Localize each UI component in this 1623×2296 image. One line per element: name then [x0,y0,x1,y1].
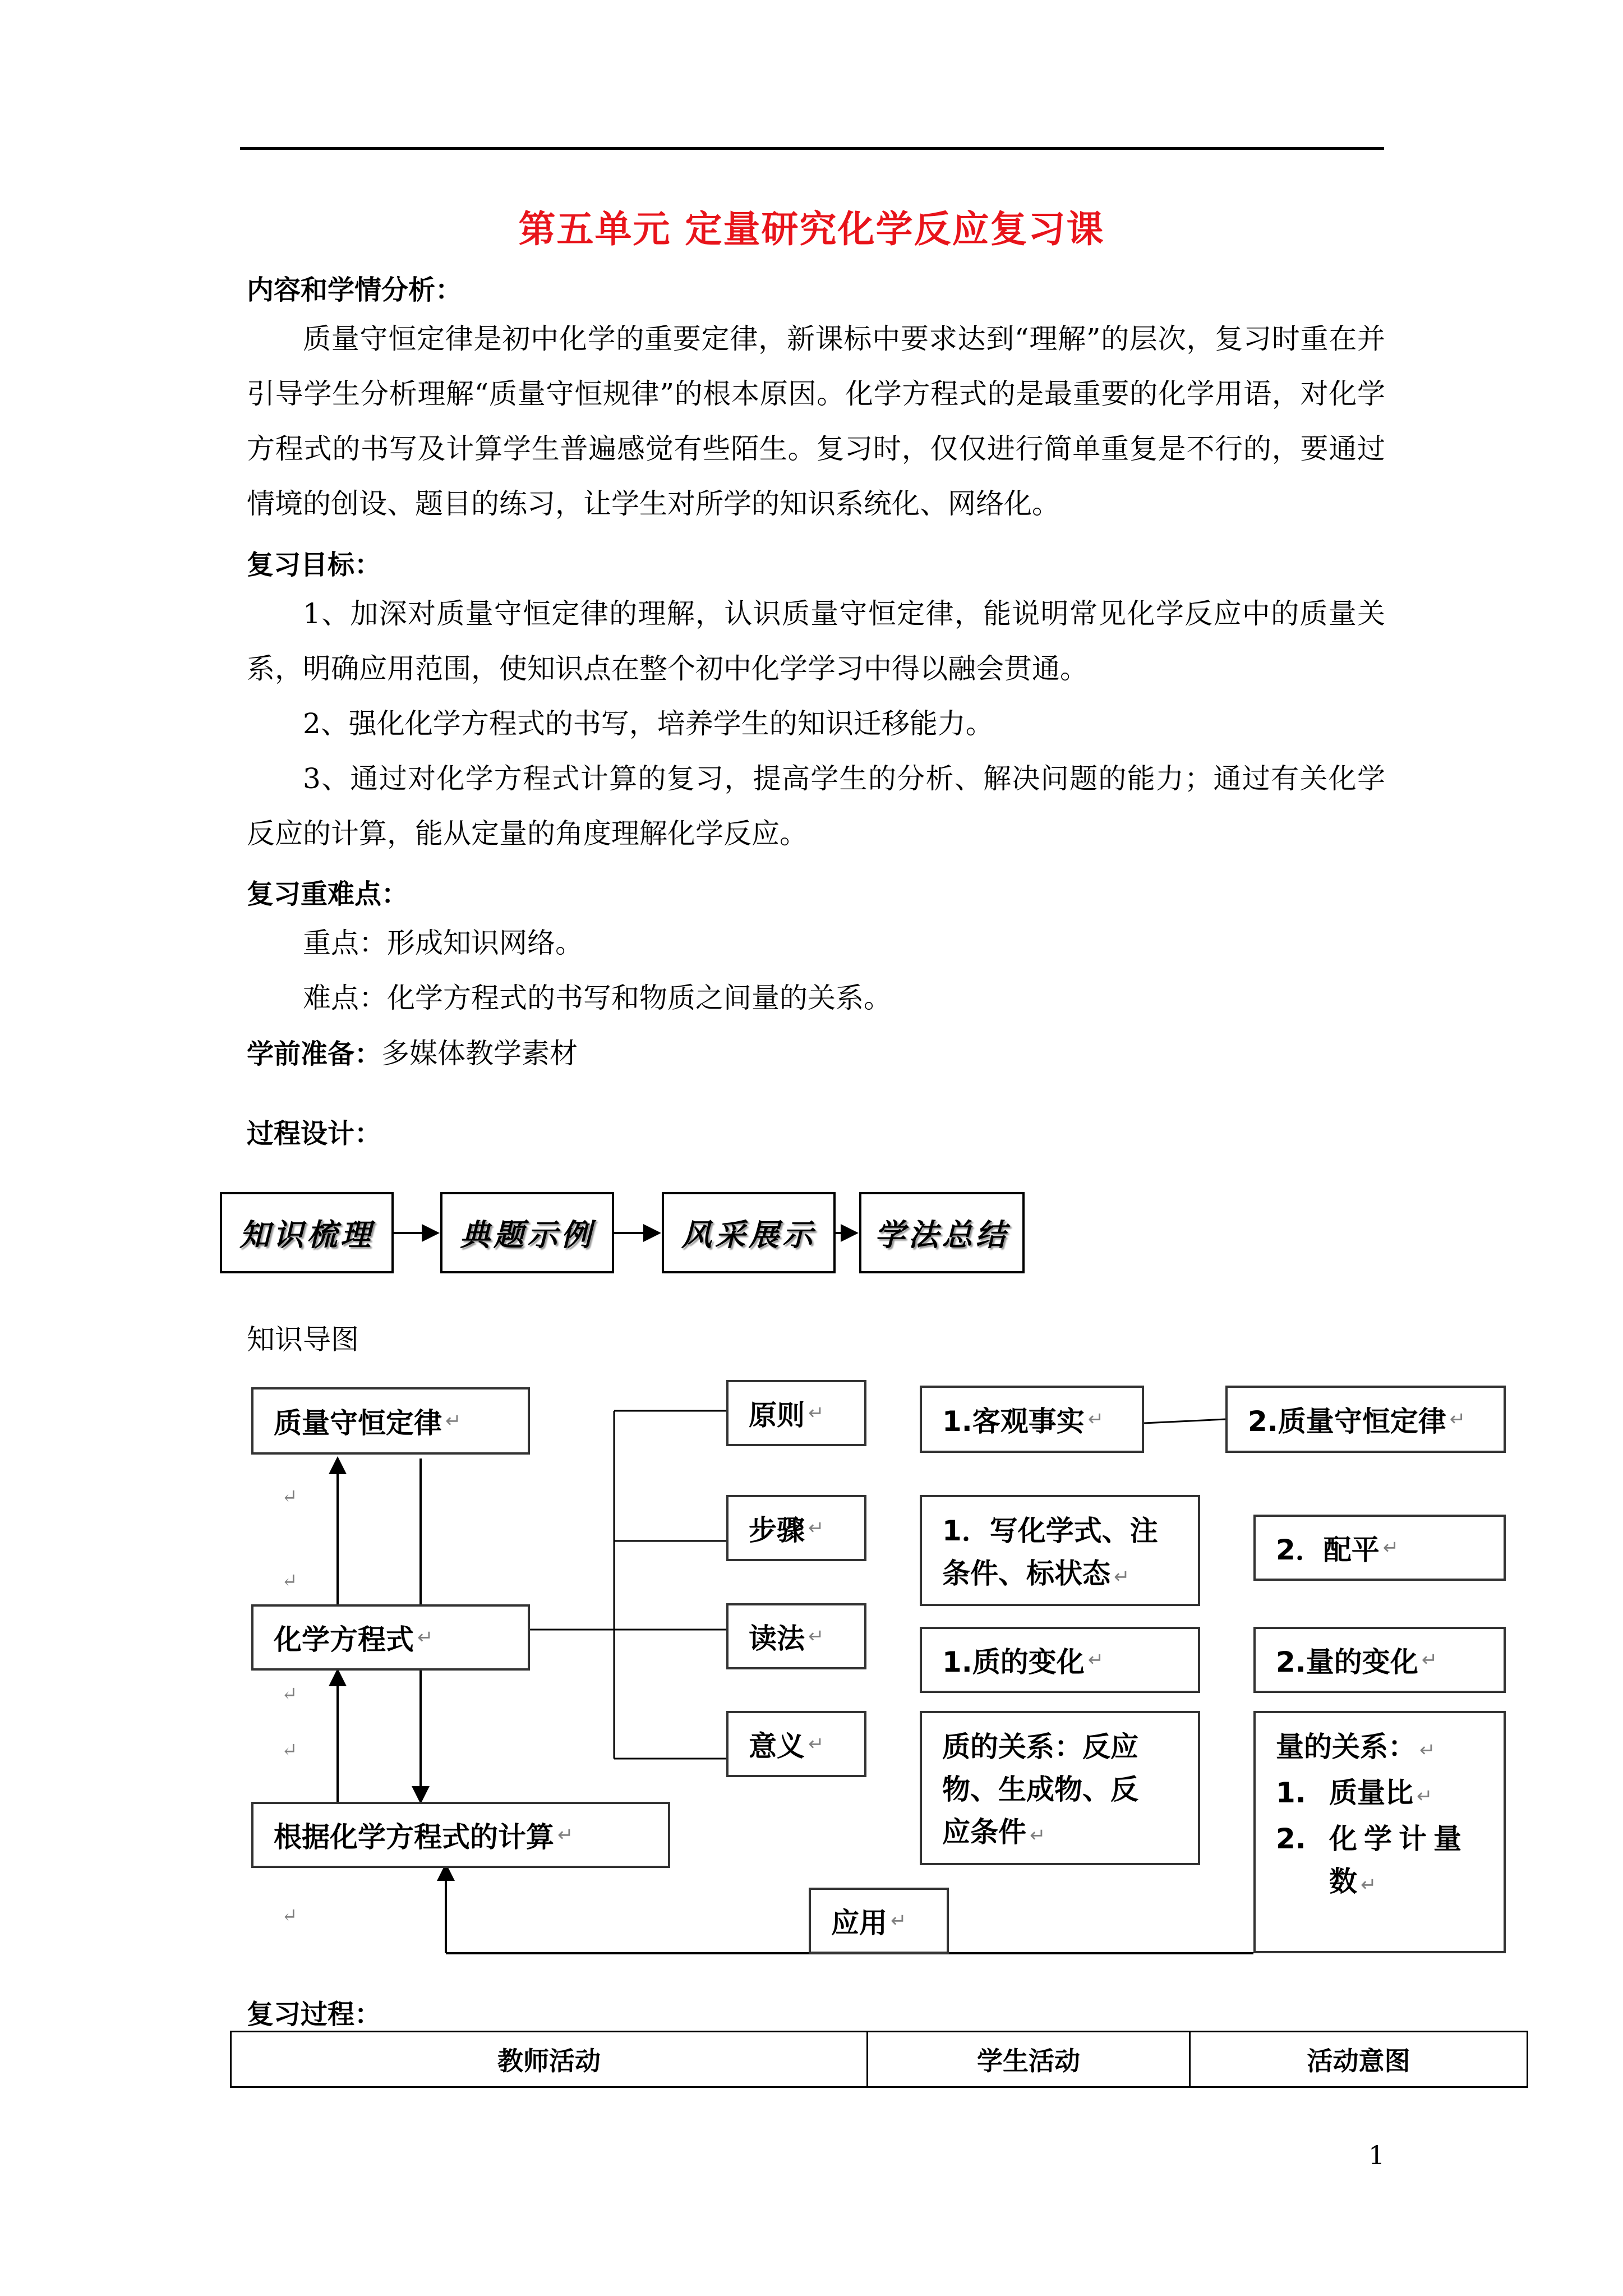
quality-relation-box [920,1711,1200,1865]
analysis-heading: 内容和学情分析： [247,274,463,306]
quantity-relation-title: 量的关系： [1276,1731,1416,1763]
flow-step-1: 知识梳理 [220,1192,394,1273]
quantity-relation-box [1253,1711,1506,1953]
return-icon: ↵ [891,1910,907,1932]
meaning-quantity-label: 2.量的变化 [1276,1646,1418,1678]
goal-item-2: 2、强化化学方程式的书写，培养学生的知识迁移能力。 [303,707,994,740]
key-point: 重点：形成知识网络。 [303,927,583,959]
goal-item-1: 1、加深对质量守恒定律的理解，认识质量守恒定律，能说明常见化学反应中的质量关系，明确应用范围，使知识点在整个初中化学学习中得以融会贯通。 [247,597,1385,685]
return-icon: ↵ [1087,1649,1104,1671]
quantity-relation-item-1: 质量比 [1329,1777,1413,1809]
equation-label: 化学方程式 [274,1623,414,1656]
principle-law-label: 2.质量守恒定律 [1248,1405,1446,1438]
flow-step-4: 学法总结 [859,1192,1025,1273]
preparation-value: 多媒体教学素材 [381,1037,578,1070]
meaning-quality-box [920,1627,1200,1693]
goal-item-3: 3、通过对化学方程式计算的复习，提高学生的分析、解决问题的能力；通过有关化学反应的计算，能从定量的角度理解化学反应。 [247,762,1385,850]
calc-label: 根据化学方程式的计算 [274,1821,554,1853]
quantity-relation-item-2-cont: 数 [1329,1865,1357,1898]
review-heading: 复习过程： [247,1999,382,2030]
principle-law-box [1225,1386,1506,1453]
column-header-intent: 活动意图 [1307,2046,1410,2076]
return-icon: ↵ [445,1410,462,1432]
return-icon: ↵ [1419,1739,1436,1761]
steps-write-line-1: 1．写化学式、注 [942,1515,1158,1547]
application-box [809,1888,949,1954]
law-box [251,1387,530,1455]
mindmap-label: 知识导图 [247,1323,359,1356]
steps-balance-box [1253,1515,1506,1581]
return-icon: ↵ [282,1739,298,1761]
return-icon: ↵ [808,1517,824,1539]
branch-principle [726,1380,866,1446]
branch-meaning [726,1711,866,1777]
meaning-quantity-box [1253,1627,1506,1693]
quality-relation-line-2: 物、生成物、反 [942,1773,1138,1806]
goals-heading: 复习目标： [247,549,382,581]
preparation-label: 学前准备： [247,1038,382,1070]
return-icon: ↵ [282,1485,298,1508]
keypoints-heading: 复习重难点： [247,878,409,910]
flow-step-2: 典题示例 [440,1192,614,1273]
meaning-quality-label: 1.质的变化 [942,1646,1085,1678]
application-label: 应用 [831,1907,887,1939]
page-number: 1 [1368,2140,1385,2170]
branch-steps [726,1495,866,1561]
quantity-relation-num-1: 1. [1276,1777,1306,1809]
principle-fact-box [920,1386,1144,1453]
column-header-student: 学生活动 [868,2032,1191,2086]
return-icon: ↵ [282,1683,298,1705]
return-icon: ↵ [1382,1536,1399,1559]
difficulty-point: 难点：化学方程式的书写和物质之间量的关系。 [303,982,892,1014]
return-icon: ↵ [557,1824,574,1846]
return-icon: ↵ [1421,1649,1438,1671]
steps-write-box [920,1495,1200,1606]
return-icon: ↵ [1114,1566,1130,1588]
return-icon: ↵ [1361,1874,1377,1896]
steps-balance-label: 2．配平 [1276,1534,1380,1566]
return-icon: ↵ [282,1904,298,1927]
quality-relation-line-1: 质的关系：反应 [942,1731,1138,1763]
analysis-paragraph: 质量守恒定律是初中化学的重要定律，新课标中要求达到“理解”的层次，复习时重在并引导学生分析理解“质量守恒规律”的根本原因。化学方程式的是最重要的化学用语，对化学方程式的书写及计算学生普遍感觉有些陌生。复习时，仅仅进行简单重复是不行的，要通过情境的创设、题目的练习，让学生对所学的知识系统化、网络化。 [247,323,1385,520]
law-label: 质量守恒定律 [274,1407,442,1439]
quantity-relation-num-2: 2. [1276,1823,1306,1855]
branch-reading [726,1603,866,1669]
branch-principle-label: 原则 [749,1399,805,1432]
calc-box [251,1802,670,1868]
return-icon: ↵ [1087,1408,1104,1430]
branch-steps-label: 步骤 [749,1514,805,1547]
process-heading: 过程设计： [247,1118,382,1149]
return-icon: ↵ [1417,1785,1433,1807]
quality-relation-line-3: 应条件 [942,1816,1026,1848]
return-icon: ↵ [282,1570,298,1592]
return-icon: ↵ [808,1733,824,1755]
branch-reading-label: 读法 [749,1622,805,1655]
page-title: 第五单元 定量研究化学反应复习课 [518,208,1105,251]
return-icon: ↵ [417,1626,434,1649]
flow-step-3: 风采展示 [662,1192,836,1273]
return-icon: ↵ [1030,1824,1046,1847]
principle-fact-label: 1.客观事实 [942,1405,1085,1438]
steps-write-line-2: 条件、标状态 [942,1557,1110,1590]
equation-box [251,1604,530,1671]
branch-meaning-label: 意义 [749,1730,805,1763]
column-header-teacher: 教师活动 [232,2032,868,2086]
return-icon: ↵ [1449,1408,1466,1430]
return-icon: ↵ [808,1402,824,1424]
quantity-relation-item-2: 化学计量 [1329,1823,1468,1855]
return-icon: ↵ [808,1625,824,1648]
review-table-header [230,2031,1528,2088]
